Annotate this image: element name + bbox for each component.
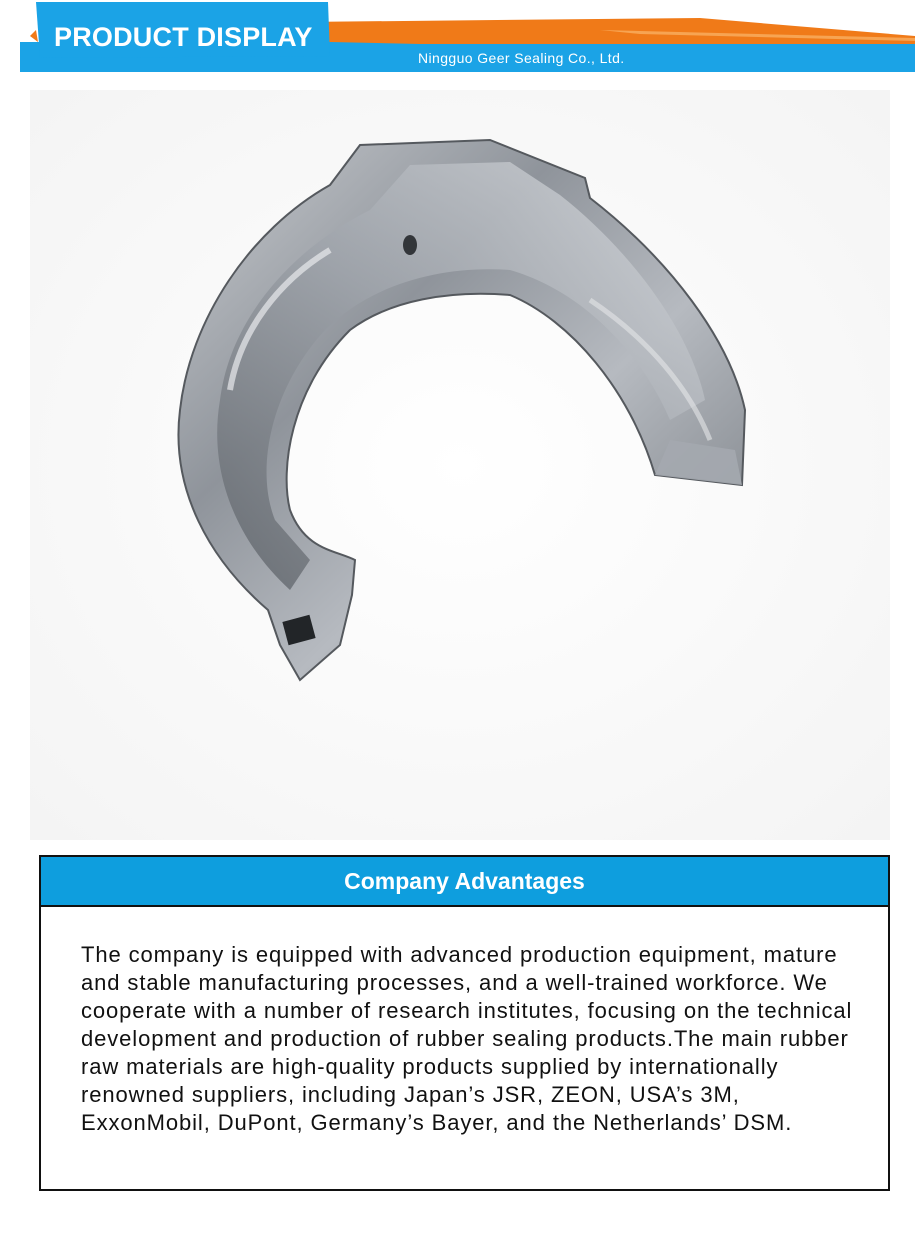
banner-orange-stripe [300,18,915,46]
advantages-title: Company Advantages [344,867,585,894]
advantages-header [41,857,888,907]
advantages-body: The company is equipped with advanced production equipment, mature and stable manufacturing processes, and a well-trained workforce. We cooperate with a number of research institutes, focusing on the technical development and production of rubber sealing products.The main rubber raw materials are high-quality products supplied by internationally renowned suppliers, including Japan’s JSR, ZEON, USA’s 3M, ExxonMobil, DuPont, Germany’s Bayer, and the Netherlands’ DSM. [81,942,853,1135]
banner-tick [30,30,38,42]
page-title: PRODUCT DISPLAY [54,22,313,52]
company-advantages-panel [39,855,890,1191]
company-name: Ningguo Geer Sealing Co., Ltd. [418,50,625,66]
product-photo [30,90,890,840]
header-banner [0,0,915,80]
metal-spring-seat-image [30,90,890,840]
